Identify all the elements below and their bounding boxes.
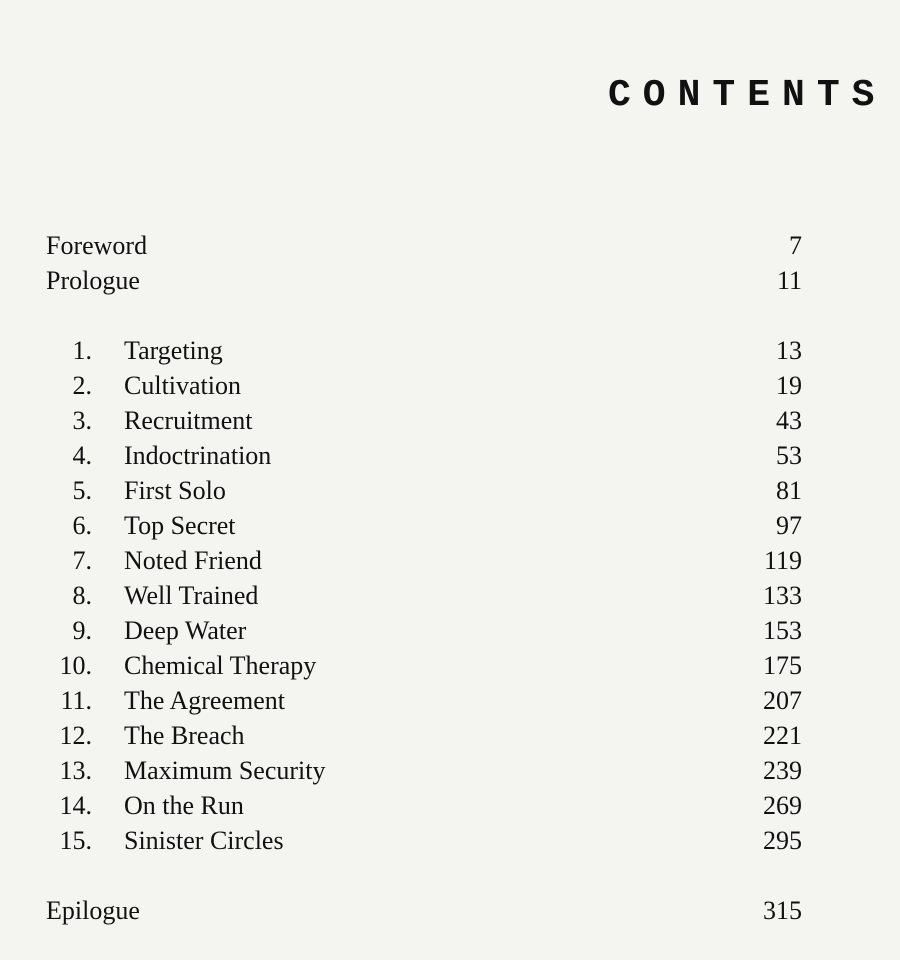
toc-entry	[46, 613, 802, 648]
toc-entry	[46, 368, 802, 403]
toc-entry-page: 269	[763, 791, 802, 820]
toc-entry-page: 133	[763, 581, 802, 610]
toc-entry-page: 239	[763, 756, 802, 785]
toc-entry-label: Well Trained	[124, 581, 259, 610]
toc-entry-label: Top Secret	[124, 511, 236, 540]
toc-entry-label: Epilogue	[46, 896, 140, 925]
toc-entry-num: 9.	[72, 616, 92, 645]
toc-entry-num: 5.	[72, 476, 92, 505]
toc-entry	[46, 648, 802, 683]
toc-entry-label: Indoctrination	[124, 441, 272, 470]
toc-entry-label: Cultivation	[124, 371, 241, 400]
toc-entry-page: 13	[776, 336, 802, 365]
toc-entry-num: 6.	[72, 511, 92, 540]
toc-entry-page: 11	[776, 266, 802, 295]
toc-entry-page: 7	[789, 231, 802, 260]
toc-entry-label: Sinister Circles	[124, 826, 284, 855]
toc-entry	[46, 438, 802, 473]
toc-entry-page: 19	[776, 371, 802, 400]
toc-entry-num: 11.	[60, 686, 92, 715]
toc-entry-page: 97	[776, 511, 802, 540]
toc-entry-page: 153	[763, 616, 802, 645]
toc-entry-page: 119	[763, 546, 802, 575]
toc-entry-page: 207	[763, 686, 802, 715]
toc-entry-label: Recruitment	[124, 406, 253, 435]
toc-entry	[46, 263, 802, 298]
toc-entry-label: Foreword	[46, 231, 148, 260]
toc-entry	[46, 893, 802, 928]
toc-entry-label: Targeting	[124, 336, 223, 365]
toc-entry	[46, 823, 802, 858]
toc-entry-label: Maximum Security	[124, 756, 326, 785]
toc-entry-label: Noted Friend	[124, 546, 262, 575]
toc-entry-num: 12.	[59, 721, 92, 750]
toc-entry	[46, 683, 802, 718]
toc-entry-page: 53	[776, 441, 802, 470]
toc-entry-label: Deep Water	[124, 616, 247, 645]
toc-entry-num: 8.	[72, 581, 92, 610]
toc-entry	[46, 753, 802, 788]
toc-entry-page: 43	[776, 406, 802, 435]
toc-entry-num: 10.	[59, 651, 92, 680]
toc-entry	[46, 718, 802, 753]
toc-entry	[46, 578, 802, 613]
chapter-list	[46, 333, 802, 858]
toc-entry-page: 221	[763, 721, 802, 750]
toc-entry-num: 3.	[72, 406, 92, 435]
toc-entry-num: 13.	[59, 756, 92, 785]
front-matter	[46, 228, 802, 298]
toc-entry-label: First Solo	[124, 476, 226, 505]
toc-entry-num: 15.	[59, 826, 92, 855]
toc-entry-num: 14.	[59, 791, 92, 820]
toc-entry	[46, 228, 802, 263]
toc-entry-num: 7.	[72, 546, 92, 575]
back-matter	[46, 893, 802, 928]
toc-entry-label: On the Run	[124, 791, 244, 820]
spacer	[46, 858, 802, 893]
toc-entry	[46, 403, 802, 438]
toc-entry	[46, 788, 802, 823]
toc-entry-label: The Agreement	[124, 686, 285, 715]
toc-entry-label: Chemical Therapy	[124, 651, 317, 680]
toc-entry-page: 81	[776, 476, 802, 505]
toc-entry	[46, 473, 802, 508]
toc-entry-label: The Breach	[124, 721, 245, 750]
toc-entry-num: 1.	[72, 336, 92, 365]
toc-entry-page: 315	[763, 896, 802, 925]
toc-entry-page: 175	[763, 651, 802, 680]
table-of-contents	[46, 228, 802, 928]
toc-entry	[46, 543, 802, 578]
spacer	[46, 298, 802, 333]
toc-entry	[46, 333, 802, 368]
toc-entry	[46, 508, 802, 543]
page-title: CONTENTS	[608, 74, 887, 117]
toc-entry-page: 295	[763, 826, 802, 855]
toc-entry-num: 4.	[72, 441, 92, 470]
toc-entry-label: Prologue	[46, 266, 140, 295]
toc-entry-num: 2.	[72, 371, 92, 400]
